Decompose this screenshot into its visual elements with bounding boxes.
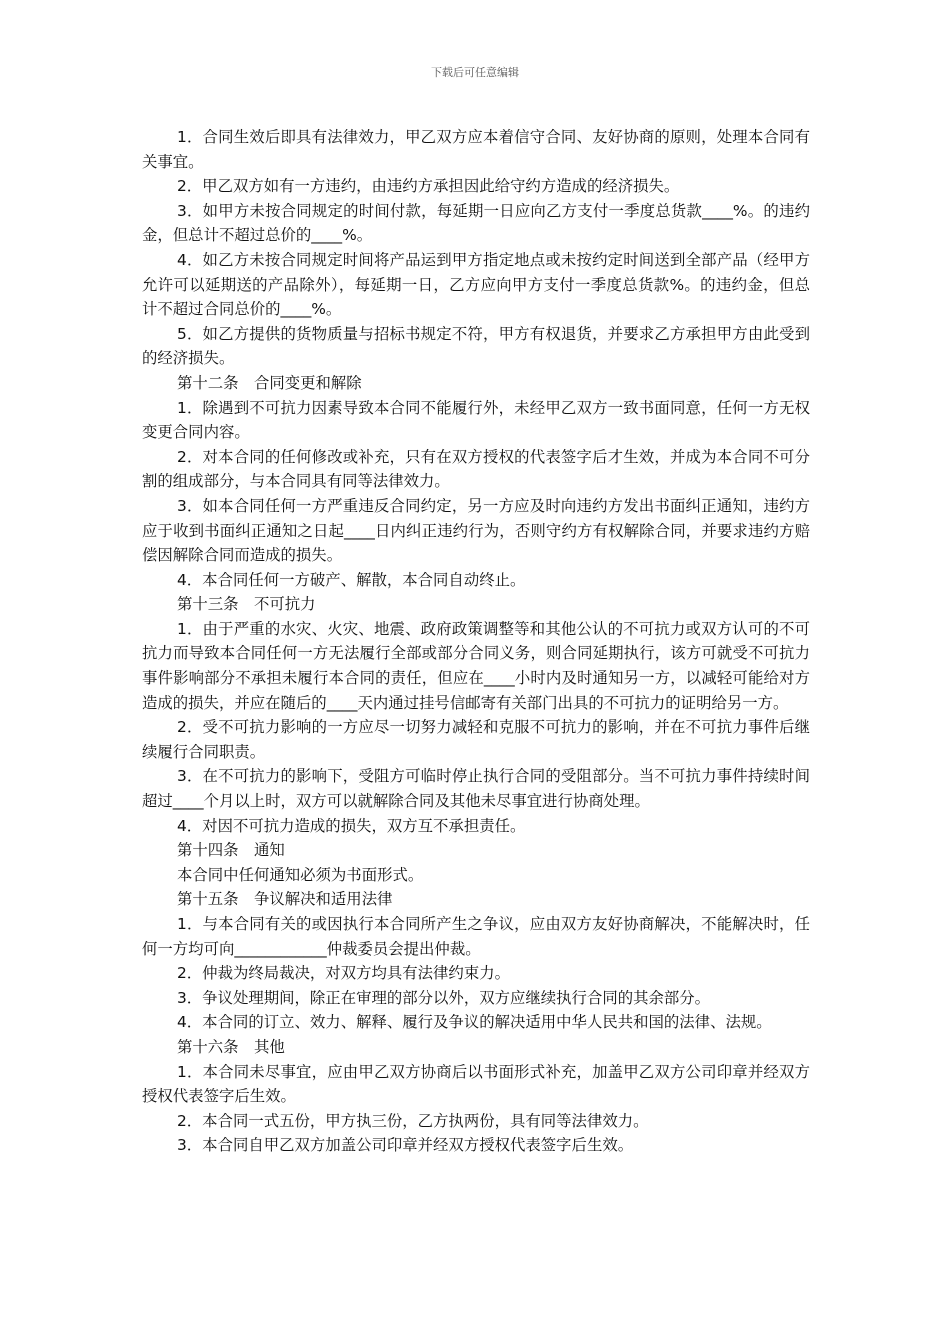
section-heading: 第十六条 其他 [177,1037,285,1056]
paragraph: 2．甲乙双方如有一方违约，由违约方承担因此给守约方造成的经济损失。 [177,177,680,196]
paragraph: 3．在不可抗力的影响下，受阻方可临时停止执行合同的受阻部分。当不可抗力事件持续时间超过____个月以上时，双方可以就解除合同及其他未尽事宜进行协商处理。 [142,767,810,811]
paragraph: 4．本合同任何一方破产、解散，本合同自动终止。 [177,570,526,589]
paragraph: 1．除遇到不可抗力因素导致本合同不能履行外，未经甲乙双方一致书面同意，任何一方无权变更合同内容。 [142,398,810,442]
paragraph: 1．由于严重的水灾、火灾、地震、政府政策调整等和其他公认的不可抗力或双方认可的不可抗力而导致本合同任何一方无法履行全部或部分合同义务，则合同延期执行，该方可就受不可抗力事件影响部分不承担未履行本合同的责任，但应在____小时内及时通知另一方，以减轻可能给对方造成的损失，并应在随后的____天内通过挂号信邮寄有关部门出具的不可抗力的证明给另一方。 [142,619,810,712]
paragraph: 2．本合同一式五份，甲方执三份，乙方执两份，具有同等法律效力。 [177,1111,649,1130]
paragraph: 2．对本合同的任何修改或补充，只有在双方授权的代表签字后才生效，并成为本合同不可分割的组成部分，与本合同具有同等法律效力。 [142,447,810,491]
paragraph: 3．争议处理期间，除正在审理的部分以外，双方应继续执行合同的其余部分。 [177,988,711,1007]
paragraph: 2．仲裁为终局裁决，对双方均具有法律约束力。 [177,964,510,983]
paragraph: 1．本合同未尽事宜，应由甲乙双方协商后以书面形式补充，加盖甲乙双方公司印章并经双方授权代表签字后生效。 [142,1062,810,1106]
paragraph: 2．受不可抗力影响的一方应尽一切努力减轻和克服不可抗力的影响，并在不可抗力事件后继续履行合同职责。 [142,718,810,761]
paragraph: 3．本合同自甲乙双方加盖公司印章并经双方授权代表签字后生效。 [177,1136,634,1155]
page-header: 下载后可任意编辑 [431,66,519,79]
paragraph: 3．如本合同任何一方严重违反合同约定，另一方应及时向违约方发出书面纠正通知，违约方应于收到书面纠正通知之日起____日内纠正违约行为，否则守约方有权解除合同，并要求违约方赔偿因解除合同而造成的损失。 [142,496,810,565]
paragraph: 3．如甲方未按合同规定的时间付款，每延期一日应向乙方支付一季度总货款____%。的违约金，但总计不超过总价的____%。 [142,201,810,245]
paragraph: 本合同中任何通知必须为书面形式。 [177,865,424,884]
section-heading: 第十三条 不可抗力 [177,595,316,614]
paragraph: 4．对因不可抗力造成的损失，双方互不承担责任。 [177,816,526,835]
paragraph: 4．如乙方未按合同规定时间将产品运到甲方指定地点或未按约定时间送到全部产品（经甲方允许可以延期送的产品除外），每延期一日，乙方应向甲方支付一季度总货款%。的违约金，但总计不超过合同总价的____%。 [142,250,810,319]
paragraph: 4．本合同的订立、效力、解释、履行及争议的解决适用中华人民共和国的法律、法规。 [177,1013,772,1032]
section-heading: 第十五条 争议解决和适用法律 [177,890,393,909]
document-body [142,125,810,1158]
paragraph: 1．与本合同有关的或因执行本合同所产生之争议，应由双方友好协商解决，不能解决时，任何一方均可向____________仲裁委员会提出仲裁。 [142,915,810,958]
paragraph: 1．合同生效后即具有法律效力，甲乙双方应本着信守合同、友好协商的原则，处理本合同有关事宜。 [142,128,810,171]
section-heading: 第十四条 通知 [177,841,285,860]
section-heading: 第十二条 合同变更和解除 [177,373,362,392]
paragraph: 5．如乙方提供的货物质量与招标书规定不符，甲方有权退货，并要求乙方承担甲方由此受到的经济损失。 [142,324,810,368]
